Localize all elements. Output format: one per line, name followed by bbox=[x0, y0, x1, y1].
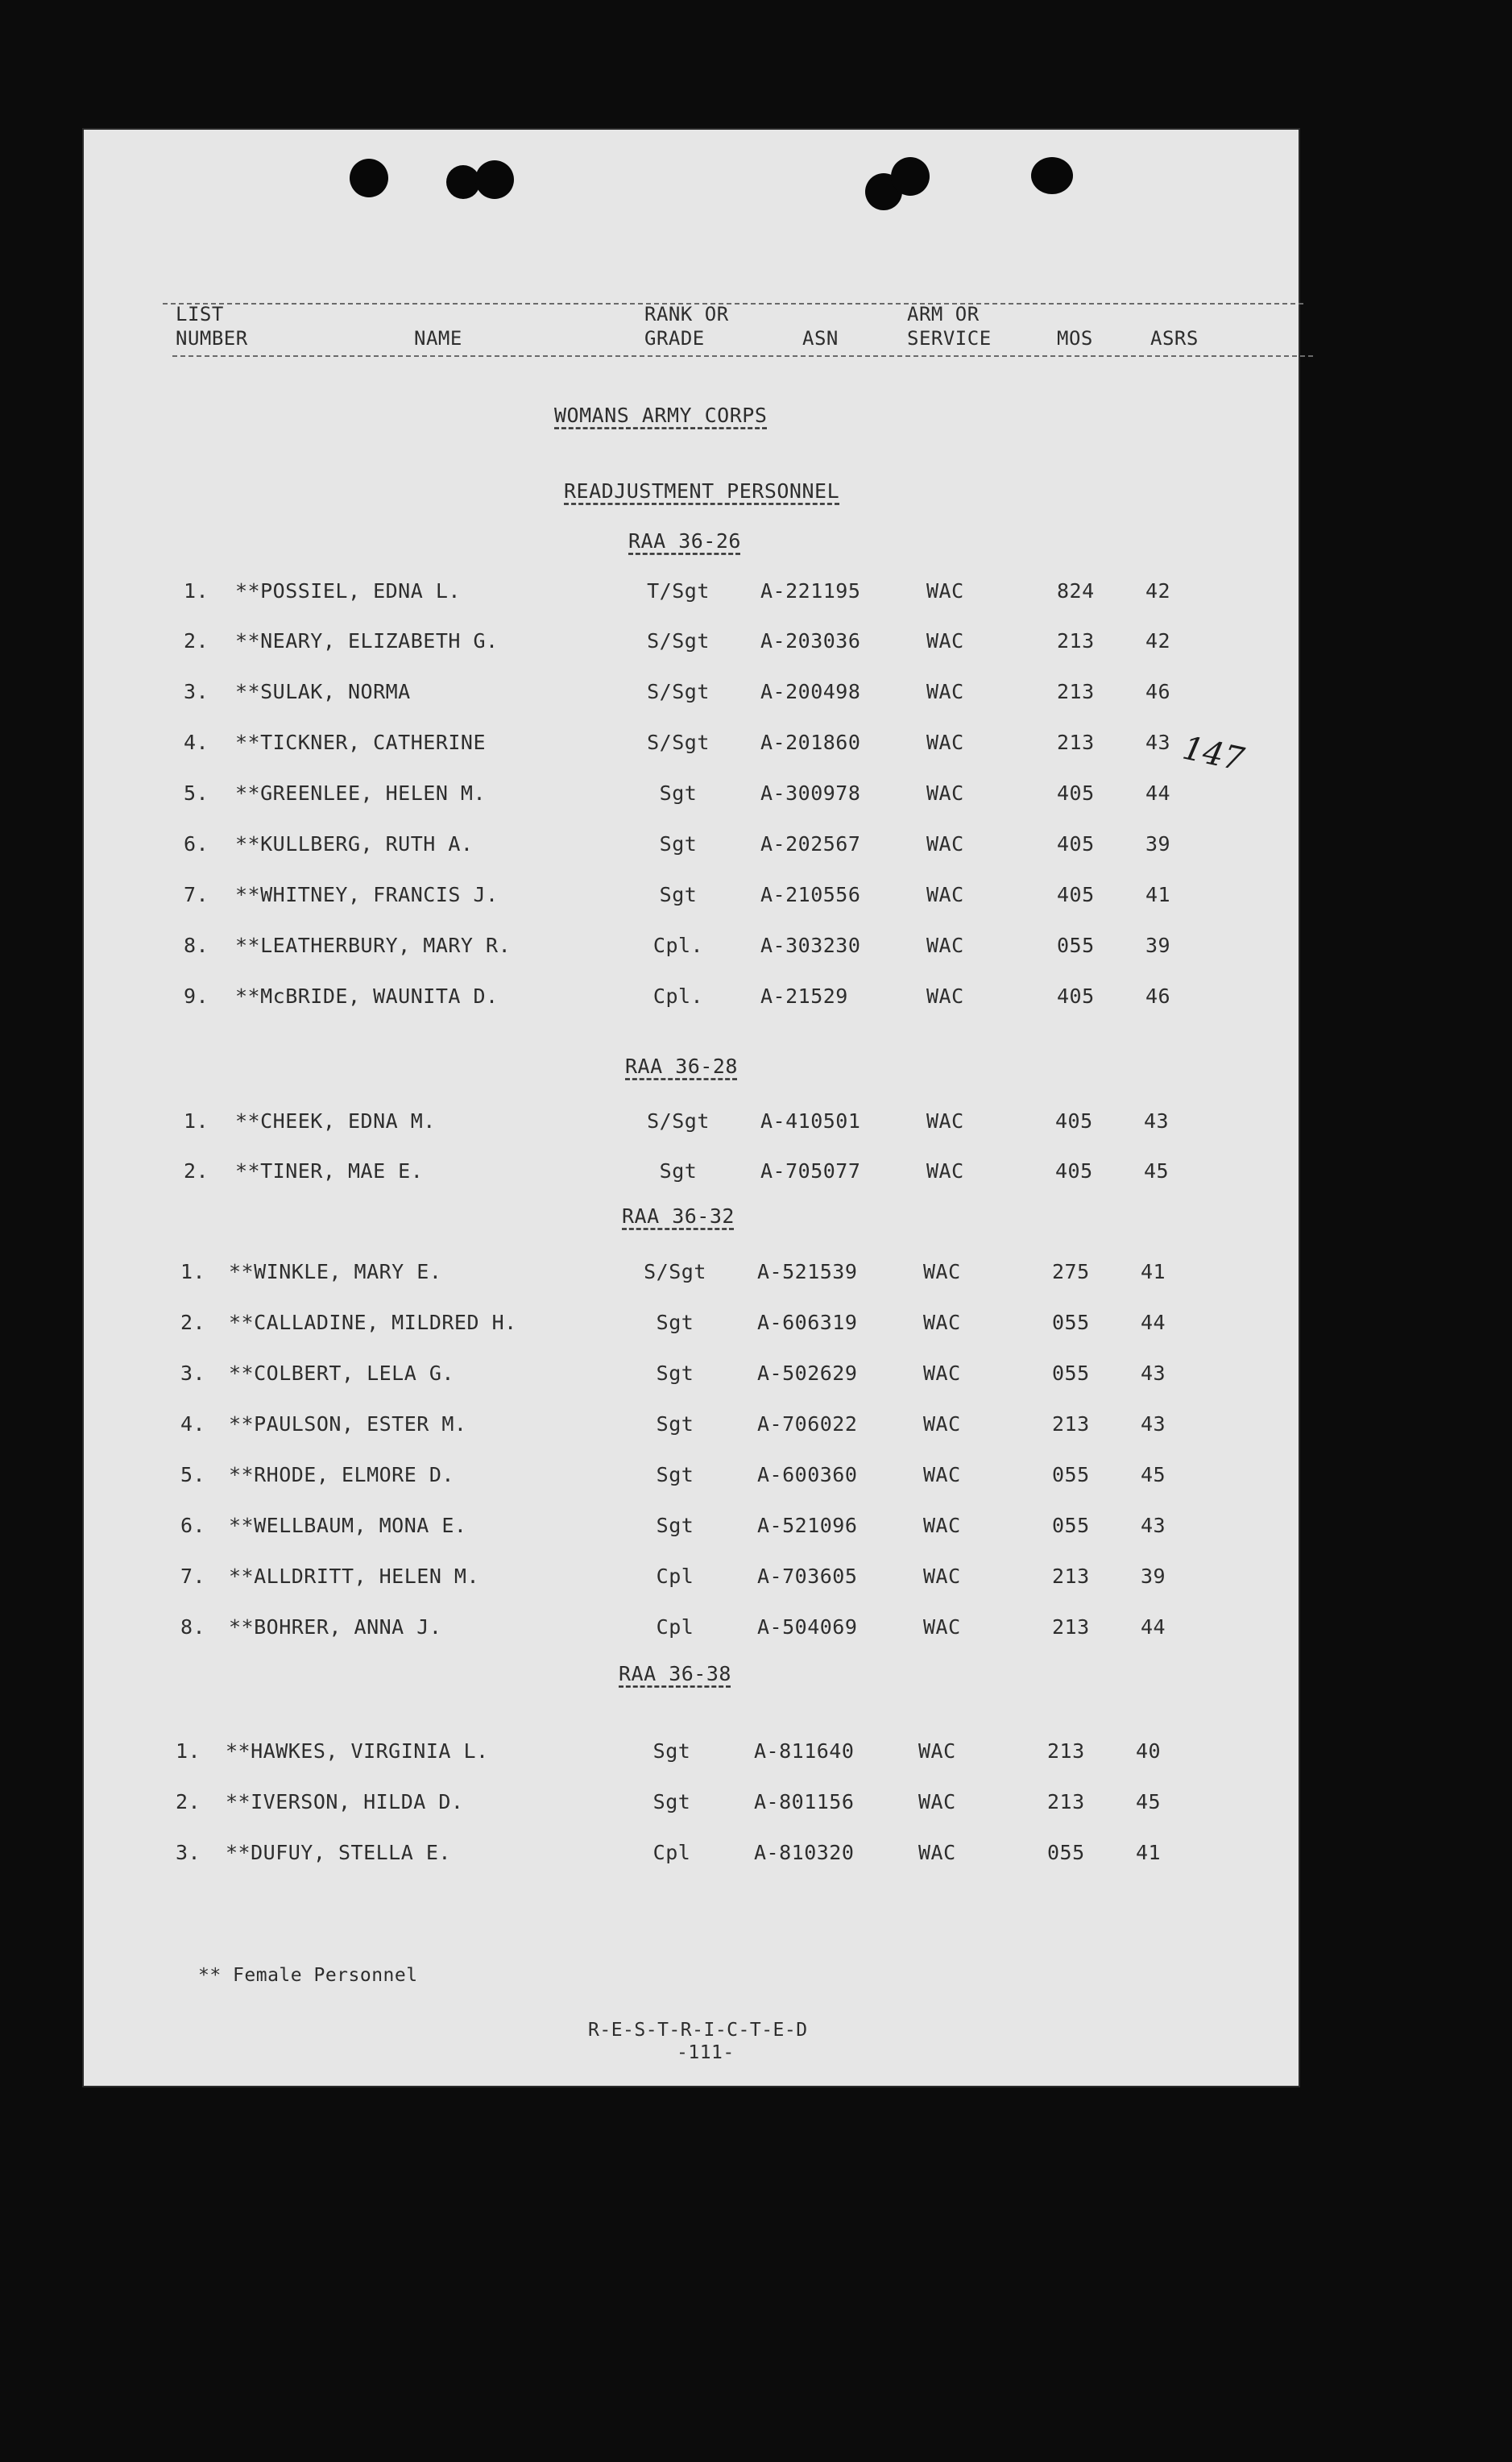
col-arm-line2: SERVICE bbox=[907, 327, 992, 350]
row-number: 3. bbox=[176, 1841, 201, 1864]
row-arm: WAC bbox=[926, 579, 964, 603]
col-rank-line1: RANK OR bbox=[644, 303, 729, 325]
row-arm: WAC bbox=[923, 1565, 961, 1588]
row-rank: Sgt bbox=[656, 1463, 694, 1486]
row-mos: 213 bbox=[1057, 731, 1095, 754]
row-number: 2. bbox=[180, 1311, 206, 1334]
row-rank: Cpl. bbox=[652, 934, 704, 957]
row-mos: 055 bbox=[1052, 1514, 1090, 1537]
page-title: WOMANS ARMY CORPS bbox=[554, 404, 768, 427]
row-asn: A-221195 bbox=[760, 579, 861, 603]
row-asrs: 41 bbox=[1136, 1841, 1162, 1864]
row-name: **KULLBERG, RUTH A. bbox=[235, 832, 474, 856]
row-name: **RHODE, ELMORE D. bbox=[229, 1463, 454, 1486]
row-asn: A-801156 bbox=[754, 1790, 855, 1813]
row-asrs: 45 bbox=[1136, 1790, 1162, 1813]
row-number: 8. bbox=[184, 934, 209, 957]
row-arm: WAC bbox=[926, 984, 964, 1008]
row-mos: 055 bbox=[1057, 934, 1095, 957]
col-name: NAME bbox=[414, 327, 462, 350]
row-asrs: 46 bbox=[1145, 984, 1171, 1008]
row-asrs: 43 bbox=[1141, 1514, 1166, 1537]
punch-hole bbox=[1031, 157, 1073, 194]
row-rank: S/Sgt bbox=[647, 1109, 710, 1133]
punch-hole bbox=[891, 157, 930, 196]
row-asrs: 44 bbox=[1141, 1311, 1166, 1334]
row-asn: A-410501 bbox=[760, 1109, 861, 1133]
row-name: **WHITNEY, FRANCIS J. bbox=[235, 883, 499, 906]
row-asn: A-705077 bbox=[760, 1159, 861, 1183]
row-asn: A-502629 bbox=[757, 1362, 858, 1385]
row-rank: Cpl. bbox=[652, 984, 704, 1008]
row-asrs: 40 bbox=[1136, 1739, 1162, 1763]
row-mos: 405 bbox=[1057, 883, 1095, 906]
row-asrs: 44 bbox=[1145, 781, 1171, 805]
row-arm: WAC bbox=[926, 629, 964, 653]
col-list-number-line1: LIST bbox=[176, 303, 224, 325]
row-asn: A-203036 bbox=[760, 629, 861, 653]
row-name: **LEATHERBURY, MARY R. bbox=[235, 934, 512, 957]
row-name: **WINKLE, MARY E. bbox=[229, 1260, 442, 1283]
row-mos: 405 bbox=[1057, 832, 1095, 856]
row-mos: 213 bbox=[1052, 1565, 1090, 1588]
row-mos: 213 bbox=[1052, 1412, 1090, 1436]
row-rank: S/Sgt bbox=[644, 1260, 706, 1283]
row-asrs: 42 bbox=[1145, 579, 1171, 603]
row-name: **GREENLEE, HELEN M. bbox=[235, 781, 487, 805]
row-mos: 275 bbox=[1052, 1260, 1090, 1283]
col-arm-line1: ARM OR bbox=[907, 303, 980, 325]
row-mos: 055 bbox=[1052, 1463, 1090, 1486]
row-asn: A-210556 bbox=[760, 883, 861, 906]
row-mos: 405 bbox=[1057, 984, 1095, 1008]
row-rank: Sgt bbox=[652, 1739, 691, 1763]
row-name: **WELLBAUM, MONA E. bbox=[229, 1514, 467, 1537]
header-rule-top bbox=[163, 303, 1303, 305]
row-name: **IVERSON, HILDA D. bbox=[226, 1790, 464, 1813]
row-arm: WAC bbox=[926, 832, 964, 856]
row-name: **TINER, MAE E. bbox=[235, 1159, 424, 1183]
row-mos: 055 bbox=[1047, 1841, 1085, 1864]
row-rank: Sgt bbox=[656, 1412, 694, 1436]
row-asn: A-811640 bbox=[754, 1739, 855, 1763]
row-name: **PAULSON, ESTER M. bbox=[229, 1412, 467, 1436]
group-label: RAA 36-38 bbox=[619, 1662, 731, 1685]
row-number: 7. bbox=[180, 1565, 206, 1588]
row-rank: Cpl bbox=[656, 1615, 694, 1639]
row-number: 8. bbox=[180, 1615, 206, 1639]
col-asrs: ASRS bbox=[1150, 327, 1199, 350]
row-arm: WAC bbox=[923, 1260, 961, 1283]
col-list-number-line2: NUMBER bbox=[176, 327, 248, 350]
row-arm: WAC bbox=[926, 1159, 964, 1183]
row-name: **COLBERT, LELA G. bbox=[229, 1362, 454, 1385]
row-rank: S/Sgt bbox=[647, 629, 710, 653]
group-label: RAA 36-26 bbox=[628, 529, 741, 553]
classification-marking: R-E-S-T-R-I-C-T-E-D bbox=[588, 2020, 808, 2041]
row-rank: Sgt bbox=[656, 1362, 694, 1385]
row-name: **DUFUY, STELLA E. bbox=[226, 1841, 451, 1864]
header-rule-bottom bbox=[172, 355, 1313, 357]
row-arm: WAC bbox=[923, 1463, 961, 1486]
row-rank: T/Sgt bbox=[647, 579, 710, 603]
row-mos: 824 bbox=[1057, 579, 1095, 603]
row-asn: A-600360 bbox=[757, 1463, 858, 1486]
footnote: ** Female Personnel bbox=[198, 1965, 418, 1986]
row-rank: Sgt bbox=[659, 781, 698, 805]
row-number: 3. bbox=[184, 680, 209, 703]
row-asrs: 44 bbox=[1141, 1615, 1166, 1639]
row-number: 2. bbox=[184, 629, 209, 653]
row-asn: A-810320 bbox=[754, 1841, 855, 1864]
row-rank: Sgt bbox=[659, 883, 698, 906]
row-asn: A-21529 bbox=[760, 984, 848, 1008]
row-asrs: 41 bbox=[1145, 883, 1171, 906]
row-mos: 405 bbox=[1057, 781, 1095, 805]
row-asn: A-521096 bbox=[757, 1514, 858, 1537]
row-rank: S/Sgt bbox=[647, 680, 710, 703]
row-name: **CHEEK, EDNA M. bbox=[235, 1109, 436, 1133]
row-asrs: 43 bbox=[1144, 1109, 1170, 1133]
row-mos: 405 bbox=[1055, 1109, 1093, 1133]
row-number: 1. bbox=[180, 1260, 206, 1283]
document-page bbox=[84, 130, 1299, 2086]
row-name: **BOHRER, ANNA J. bbox=[229, 1615, 442, 1639]
col-mos: MOS bbox=[1057, 327, 1093, 350]
row-number: 1. bbox=[184, 1109, 209, 1133]
row-mos: 405 bbox=[1055, 1159, 1093, 1183]
row-name: **POSSIEL, EDNA L. bbox=[235, 579, 461, 603]
row-number: 6. bbox=[184, 832, 209, 856]
row-number: 1. bbox=[184, 579, 209, 603]
row-mos: 213 bbox=[1057, 629, 1095, 653]
row-asn: A-303230 bbox=[760, 934, 861, 957]
row-arm: WAC bbox=[926, 731, 964, 754]
row-asn: A-200498 bbox=[760, 680, 861, 703]
row-number: 6. bbox=[180, 1514, 206, 1537]
row-rank: Sgt bbox=[656, 1514, 694, 1537]
row-name: **TICKNER, CATHERINE bbox=[235, 731, 487, 754]
row-asrs: 43 bbox=[1141, 1412, 1166, 1436]
row-asrs: 43 bbox=[1145, 731, 1171, 754]
row-arm: WAC bbox=[918, 1790, 956, 1813]
row-arm: WAC bbox=[926, 934, 964, 957]
row-rank: Sgt bbox=[656, 1311, 694, 1334]
page-subtitle: READJUSTMENT PERSONNEL bbox=[564, 479, 840, 503]
row-asrs: 39 bbox=[1145, 934, 1171, 957]
row-name: **McBRIDE, WAUNITA D. bbox=[235, 984, 499, 1008]
col-rank-line2: GRADE bbox=[644, 327, 705, 350]
row-number: 3. bbox=[180, 1362, 206, 1385]
row-rank: Sgt bbox=[659, 1159, 698, 1183]
row-arm: WAC bbox=[923, 1311, 961, 1334]
row-name: **HAWKES, VIRGINIA L. bbox=[226, 1739, 489, 1763]
row-asn: A-202567 bbox=[760, 832, 861, 856]
col-asn: ASN bbox=[802, 327, 839, 350]
row-number: 2. bbox=[176, 1790, 201, 1813]
row-mos: 055 bbox=[1052, 1311, 1090, 1334]
row-number: 1. bbox=[176, 1739, 201, 1763]
row-name: **ALLDRITT, HELEN M. bbox=[229, 1565, 480, 1588]
row-mos: 213 bbox=[1047, 1790, 1085, 1813]
row-mos: 213 bbox=[1052, 1615, 1090, 1639]
row-mos: 213 bbox=[1057, 680, 1095, 703]
row-number: 2. bbox=[184, 1159, 209, 1183]
row-mos: 055 bbox=[1052, 1362, 1090, 1385]
row-arm: WAC bbox=[918, 1841, 956, 1864]
row-asrs: 45 bbox=[1144, 1159, 1170, 1183]
row-number: 4. bbox=[180, 1412, 206, 1436]
row-asn: A-201860 bbox=[760, 731, 861, 754]
row-asrs: 43 bbox=[1141, 1362, 1166, 1385]
row-arm: WAC bbox=[918, 1739, 956, 1763]
row-arm: WAC bbox=[926, 781, 964, 805]
row-number: 5. bbox=[180, 1463, 206, 1486]
row-asn: A-521539 bbox=[757, 1260, 858, 1283]
row-rank: Cpl bbox=[656, 1565, 694, 1588]
row-asrs: 42 bbox=[1145, 629, 1171, 653]
row-arm: WAC bbox=[923, 1412, 961, 1436]
row-arm: WAC bbox=[923, 1514, 961, 1537]
punch-hole bbox=[475, 160, 514, 199]
handwritten-page-number: 147 bbox=[1179, 729, 1248, 779]
row-arm: WAC bbox=[926, 883, 964, 906]
group-label: RAA 36-28 bbox=[625, 1055, 738, 1078]
row-asn: A-504069 bbox=[757, 1615, 858, 1639]
row-name: **CALLADINE, MILDRED H. bbox=[229, 1311, 517, 1334]
row-rank: Sgt bbox=[659, 832, 698, 856]
group-label: RAA 36-32 bbox=[622, 1204, 735, 1228]
row-arm: WAC bbox=[926, 1109, 964, 1133]
punch-hole bbox=[350, 159, 388, 197]
row-asrs: 39 bbox=[1145, 832, 1171, 856]
row-name: **SULAK, NORMA bbox=[235, 680, 411, 703]
row-number: 4. bbox=[184, 731, 209, 754]
row-rank: Sgt bbox=[652, 1790, 691, 1813]
row-number: 5. bbox=[184, 781, 209, 805]
row-rank: Cpl bbox=[652, 1841, 691, 1864]
row-asrs: 39 bbox=[1141, 1565, 1166, 1588]
row-asn: A-706022 bbox=[757, 1412, 858, 1436]
row-arm: WAC bbox=[923, 1615, 961, 1639]
row-arm: WAC bbox=[923, 1362, 961, 1385]
row-mos: 213 bbox=[1047, 1739, 1085, 1763]
row-asn: A-300978 bbox=[760, 781, 861, 805]
page-number: -111- bbox=[677, 2042, 735, 2063]
row-arm: WAC bbox=[926, 680, 964, 703]
row-asn: A-606319 bbox=[757, 1311, 858, 1334]
row-rank: S/Sgt bbox=[647, 731, 710, 754]
row-asrs: 46 bbox=[1145, 680, 1171, 703]
row-asrs: 41 bbox=[1141, 1260, 1166, 1283]
row-asn: A-703605 bbox=[757, 1565, 858, 1588]
row-number: 7. bbox=[184, 883, 209, 906]
row-asrs: 45 bbox=[1141, 1463, 1166, 1486]
row-name: **NEARY, ELIZABETH G. bbox=[235, 629, 499, 653]
row-number: 9. bbox=[184, 984, 209, 1008]
